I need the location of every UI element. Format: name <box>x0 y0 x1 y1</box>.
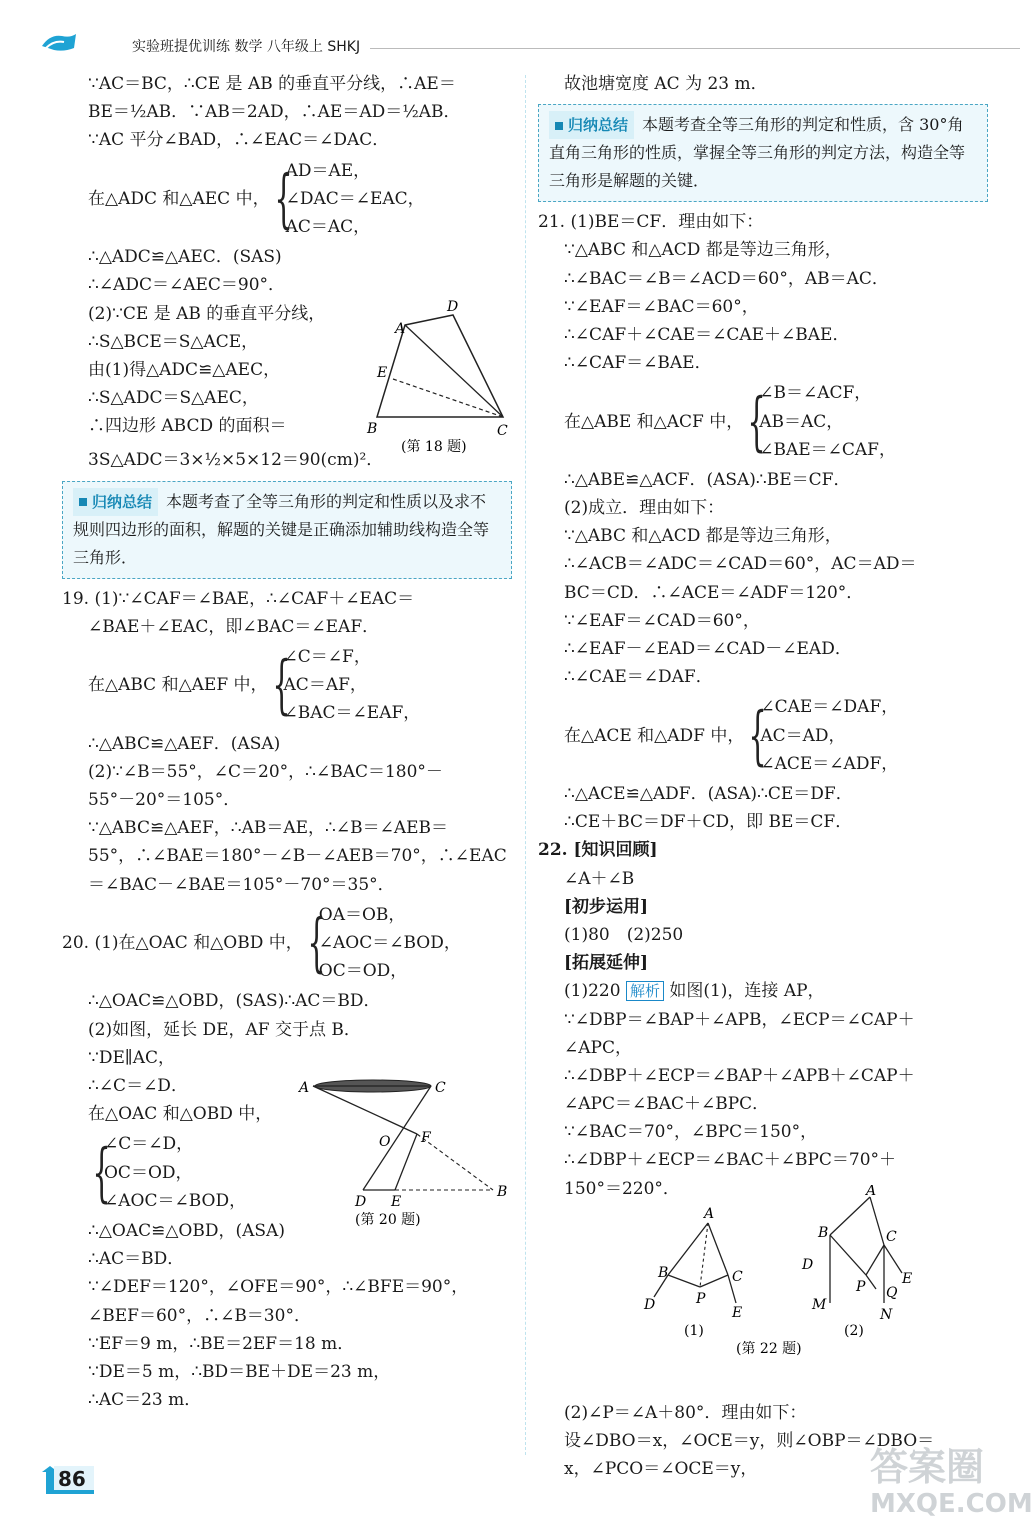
text-line: ∠A＋∠B <box>564 868 635 889</box>
label-e: E <box>391 1194 402 1210</box>
text-line: (2)∠P＝∠A＋80°．理由如下： <box>564 1402 807 1423</box>
summary-tag: 归纳总结 <box>73 488 158 516</box>
label-p: P <box>856 1279 866 1295</box>
system-item: ∠DAC＝∠EAC， <box>285 188 425 209</box>
text-line: BE＝½AB．∵AB＝2AD，∴AE＝AD＝½AB． <box>88 102 461 123</box>
page-number: 86 <box>40 1464 96 1494</box>
equation-system <box>62 643 512 728</box>
system-item: ∠AOC＝∠BOD， <box>104 1190 247 1211</box>
segment-af <box>313 1086 417 1134</box>
text-line: ∴△ABC≌△AEF．(ASA) <box>88 733 281 754</box>
column-divider <box>525 75 526 1455</box>
text-line: ∴△OAC≌△OBD，(ASA) <box>88 1220 285 1241</box>
section-heading: [拓展延伸] <box>564 953 649 974</box>
system-item: AB＝AC， <box>759 411 844 432</box>
text-line: ∴∠ACB＝∠ADC＝∠CAD＝60°，AC＝AD＝ <box>564 554 917 575</box>
summary-tag: 归纳总结 <box>549 111 634 139</box>
text-line: 21. (1)BE＝CF．理由如下： <box>538 212 764 233</box>
text-line: ∠APC＝∠BAC＋∠BPC． <box>564 1094 770 1115</box>
label-c: C <box>732 1269 743 1285</box>
label-o: O <box>379 1134 391 1150</box>
text-line: ∵∠BAC＝70°，∠BPC＝150°， <box>564 1122 818 1143</box>
text-line: ∵∠EAF＝∠CAD＝60°， <box>564 610 760 631</box>
header-rule <box>370 48 1020 49</box>
figure-caption: (第 22 题) <box>736 1341 802 1357</box>
label-e: E <box>902 1271 913 1287</box>
figure-22 <box>640 1185 940 1360</box>
text-line: 设∠DBO＝x，∠OCE＝y，则∠OBP＝∠DBO＝ <box>564 1431 935 1452</box>
text-line: ∴△ADC≌△AEC．(SAS) <box>88 247 282 268</box>
text-line: 19. (1)∵∠CAF＝∠BAE，∴∠CAF＋∠EAC＝ <box>62 588 415 609</box>
summary-text: 本题考查了全等三角形的判定和性质以及求不规则四边形的面积，解题的关键是正确添加辅助线构造全等三角形． <box>73 491 490 567</box>
watermark <box>870 1445 1033 1530</box>
label-b: B <box>367 421 378 437</box>
label-e: E <box>377 365 388 381</box>
system-item: OA＝OB， <box>318 904 406 925</box>
diagonal-ac <box>405 325 503 417</box>
text-line: ∴S△ADC＝S△AEC， <box>88 388 259 409</box>
text-line: ∴CE＋BC＝DF＋CD，即 BE＝CF． <box>564 812 853 833</box>
label-a: A <box>866 1185 877 1199</box>
text-line: (2)成立．理由如下： <box>564 498 725 519</box>
equation-system <box>538 379 988 464</box>
figure-18 <box>365 295 525 460</box>
system-item: OC＝OD， <box>104 1162 193 1183</box>
brace-icon: { <box>92 1135 111 1210</box>
system-item: ∠AOC＝∠BOD， <box>318 932 461 953</box>
text-line: ∴AC＝BD． <box>88 1249 185 1270</box>
text-line: ∴△OAC≌△OBD，(SAS)∴AC＝BD． <box>88 991 381 1012</box>
figure-20 <box>295 1072 515 1232</box>
segment-ef <box>395 1134 417 1190</box>
page-header <box>40 30 990 60</box>
text-line: ∴△ABE≌△ACF．(ASA)∴BE＝CF． <box>564 469 851 490</box>
figure-22-part-2 <box>801 1185 912 1339</box>
text-line: ∴AC＝23 m． <box>88 1390 202 1411</box>
text-line: ∴∠ADC＝∠AEC＝90°． <box>88 275 286 296</box>
system-item: ∠C＝∠F， <box>283 647 371 668</box>
summary-text: 本题考查全等三角形的判定和性质，含 30°角直角三角形的性质，掌握全等三角形的判定方法，构造全等三角形是解题的关键． <box>549 115 966 191</box>
brace-icon: { <box>271 648 291 723</box>
system-item: ∠B＝∠ACF， <box>759 383 872 404</box>
text-line: 故池塘宽度 AC 为 23 m． <box>564 74 768 94</box>
text-line: 由(1)得△ADC≌△AEC， <box>88 359 281 380</box>
label-b: B <box>658 1265 669 1281</box>
text-line: (2)∵∠B＝55°，∠C＝20°，∴∠BAC＝180°－ <box>88 761 443 782</box>
brace-icon: { <box>273 161 293 236</box>
system-item: ∠C＝∠D， <box>104 1134 194 1155</box>
figure-sub-caption: (1) <box>684 1323 704 1339</box>
label-b: B <box>497 1184 508 1200</box>
text-line: ∴△ACE≌△ADF．(ASA)∴CE＝DF． <box>564 784 853 805</box>
section-heading: [初步运用] <box>564 896 649 917</box>
text-line: 3S△ADC＝3×½×5×12＝90(cm)²． <box>88 450 384 471</box>
text-line: ∴S△BCE＝S△ACE， <box>88 331 259 352</box>
text-line: ∵∠EAF＝∠BAC＝60°， <box>564 296 759 317</box>
text-line: x，∠PCO＝∠OCE＝y， <box>564 1459 758 1480</box>
label-m: M <box>812 1297 827 1313</box>
brace-icon: { <box>307 906 326 981</box>
label-c: C <box>886 1229 897 1245</box>
equation-system <box>62 901 512 986</box>
text-line: ∴四边形 ABCD 的面积＝ <box>88 416 287 437</box>
text-line: ∴∠DBP＋∠ECP＝∠BAC＋∠BPC＝70°＋ <box>564 1150 897 1171</box>
system-lead: 在△ABE 和△ACF 中， <box>564 411 744 432</box>
text-line: ∴∠CAF＋∠CAE＝∠CAE＋∠BAE． <box>564 324 850 345</box>
system-lead: 在△ACE 和△ADF 中， <box>564 725 745 746</box>
system-item: ∠CAE＝∠DAF， <box>760 697 899 718</box>
label-d: D <box>447 299 459 315</box>
label-c: C <box>435 1080 446 1096</box>
label-a: A <box>395 321 406 337</box>
figure-22-part-1 <box>643 1206 743 1339</box>
text-line: ∴∠BAC＝∠B＝∠ACD＝60°，AB＝AC． <box>564 268 889 289</box>
square-icon <box>79 498 87 506</box>
text-line: 55°－20°＝105°． <box>88 790 241 811</box>
label-c: C <box>497 423 508 439</box>
brace-icon: { <box>747 384 766 459</box>
text-line: ∵∠DBP＝∠BAP＋∠APB，∠ECP＝∠CAP＋ <box>564 1009 915 1030</box>
text-line: ∵EF＝9 m，∴BE＝2EF＝18 m． <box>88 1333 355 1354</box>
text-line: BC＝CD．∴∠ACE＝∠ADF＝120°． <box>564 582 864 603</box>
label-e: E <box>732 1305 743 1321</box>
system-lead: 20. (1)在△OAC 和△OBD 中， <box>62 932 303 953</box>
text-line: (1)220 解析 如图(1)，连接 AP， <box>564 981 825 1002</box>
text-line: ∵△ABC 和△ACD 都是等边三角形， <box>564 240 842 261</box>
system-item: OC＝OD， <box>318 961 408 982</box>
section-heading: 22. [知识回顾] <box>538 840 658 861</box>
figure-sub-caption: (2) <box>844 1323 864 1339</box>
system-item: AC＝AC， <box>285 216 371 237</box>
system-lead: 在△ABC 和△AEF 中， <box>88 675 268 696</box>
label-p: P <box>696 1291 706 1307</box>
summary-box <box>538 104 988 202</box>
system-item: ∠BAC＝∠EAF， <box>283 703 421 724</box>
label-d: D <box>355 1194 367 1210</box>
text-line: ∵AC 平分∠BAD，∴∠EAC＝∠DAC． <box>88 130 390 151</box>
label-n: N <box>880 1307 893 1323</box>
text-line: (2)∵CE 是 AB 的垂直平分线， <box>88 303 326 324</box>
text-line: 150°＝220°． <box>564 1178 680 1199</box>
label-b: B <box>818 1225 829 1241</box>
equation-system <box>62 157 512 242</box>
text-line: 在△OAC 和△OBD 中， <box>88 1104 273 1125</box>
text-line: ∴∠CAF＝∠BAE． <box>564 353 712 374</box>
equation-system <box>538 693 988 778</box>
text-line: ∠APC， <box>564 1037 632 1058</box>
text-line: ∴∠DBP＋∠ECP＝∠BAP＋∠APB＋∠CAP＋ <box>564 1065 915 1086</box>
system-item: AC＝AD， <box>760 725 846 746</box>
text-line: ∠BAE＋∠EAC，即∠BAC＝∠EAF． <box>88 616 380 637</box>
text-line: ∴∠EAF－∠EAD＝∠CAD－∠EAD． <box>564 639 852 660</box>
text-line: ∴∠C＝∠D． <box>88 1075 188 1096</box>
label-f: F <box>421 1130 431 1146</box>
figure-caption: (第 20 题) <box>355 1212 421 1228</box>
text-line: (2)如图，延长 DE，AF 交于点 B． <box>88 1019 361 1040</box>
summary-box <box>62 481 512 579</box>
label-a: A <box>704 1206 715 1222</box>
text-line: ∵AC＝BC，∴CE 是 AB 的垂直平分线，∴AE＝ <box>88 74 456 94</box>
label-d: D <box>644 1297 656 1313</box>
text-line: ∠BEF＝60°，∴∠B＝30°． <box>88 1305 311 1326</box>
text-line: ＝∠BAC－∠BAE＝105°－70°＝35°． <box>88 874 395 895</box>
text-line: ∵△ABC 和△ACD 都是等边三角形， <box>564 526 842 547</box>
analysis-tag: 解析 <box>626 981 664 1001</box>
square-icon <box>555 122 563 130</box>
watermark-line2: MXQE.COM <box>870 1489 1033 1519</box>
label-a: A <box>299 1080 310 1096</box>
text-line: ∵△ABC≌△AEF，∴AB＝AE，∴∠B＝∠AEB＝ <box>88 818 449 839</box>
text-line: (1)80 (2)250 <box>564 924 684 945</box>
system-lead: 在△ADC 和△AEC 中， <box>88 188 270 209</box>
text-line: ∴∠CAE＝∠DAF． <box>564 667 713 688</box>
watermark-line1: 答案圈 <box>870 1445 985 1489</box>
label-d: D <box>802 1257 814 1273</box>
system-item: AD＝AE， <box>285 160 371 181</box>
text-line: ∵∠DEF＝120°，∠OFE＝90°，∴∠BFE＝90°， <box>88 1277 469 1298</box>
brace-icon: { <box>748 698 768 773</box>
figure-caption: (第 18 题) <box>401 439 467 455</box>
system-item: AC＝AF， <box>283 675 367 696</box>
system-item: ∠ACE＝∠ADF， <box>760 753 899 774</box>
header-title: 实验班提优训练 数学 八年级上 SHKJ <box>132 39 361 55</box>
text-line: 55°，∴∠BAE＝180°－∠B－∠AEB＝70°，∴∠EAC <box>88 846 507 867</box>
system-item: ∠BAE＝∠CAF， <box>759 439 896 460</box>
label-q: Q <box>886 1285 898 1301</box>
book-logo-icon <box>40 32 78 54</box>
text-line: ∵DE∥AC， <box>88 1047 175 1068</box>
text-line: ∵DE＝5 m，∴BD＝BE＋DE＝23 m， <box>88 1361 391 1382</box>
